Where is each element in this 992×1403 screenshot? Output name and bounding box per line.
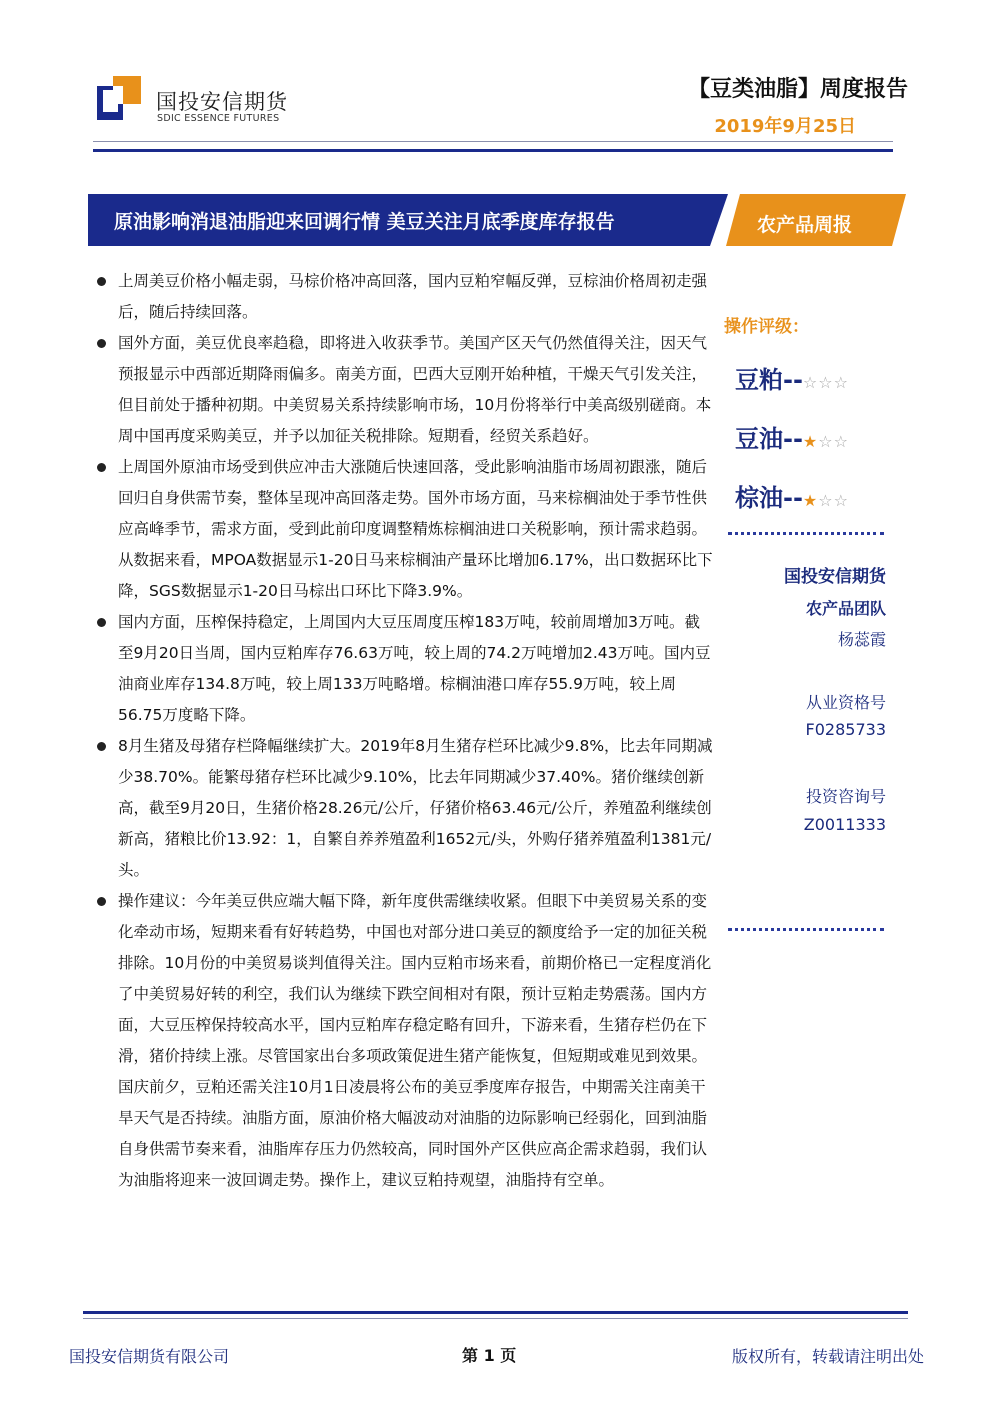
sidebar-license-number: F0285733 — [805, 720, 886, 739]
bullet-dot-icon — [97, 897, 106, 906]
logo-name-cn: 国投安信期货 — [156, 90, 288, 114]
list-item: 上周美豆价格小幅走弱，马棕价格冲高回落，国内豆粕窄幅反弹，豆棕油价格周初走强后，随后持续回落。 — [94, 266, 714, 328]
sidebar-analyst: 杨蕊霞 — [837, 630, 886, 649]
footer-divider-thick — [83, 1311, 908, 1314]
report-type-text: 农产品周报 — [757, 214, 853, 236]
list-item: 上周国外原油市场受到供应冲击大涨随后快速回落，受此影响油脂市场周初跟涨，随后回归自身供需节奏，整体呈现冲高回落走势。国外市场方面，马来棕榈油处于季节性供应高峰季节，需求方面，受到此前印度调整精炼棕榈油进口关税影响，预计需求趋弱。从数据来看，MPOA数据显示1-20日马来棕榈油产量环比增加6.17%，出口数据环比下降，SGS数据显示1-20日马棕出口环比下降3.9%。 — [94, 452, 714, 607]
rating-stars-icon: ★☆☆ — [802, 432, 849, 451]
rating-name: 豆油-- — [735, 425, 803, 453]
list-item: 国内方面，压榨保持稳定，上周国内大豆压周度压榨183万吨，较前周增加3万吨。截至9月20日当周，国内豆粕库存76.63万吨，较上周的74.2万吨增加2.43万吨。国内豆油商业库存134.8万吨，较上周133万吨略增。棕榈油港口库存55.9万吨，较上周56.75万度略下降。 — [94, 607, 714, 731]
header-divider-thin — [93, 141, 893, 142]
list-item: 国外方面，美豆优良率趋稳，即将进入收获季节。美国产区天气仍然值得关注，因天气预报显示中西部近期降雨偏多。南美方面，巴西大豆刚开始种植，干燥天气引发关注，但目前处于播种初期。中美贸易关系持续影响市场，10月份将举行中美高级别磋商。本周中国再度采购美豆，并予以加征关税排除。短期看，经贸关系趋好。 — [94, 328, 714, 452]
footer-divider-thin — [83, 1318, 908, 1319]
rating-soymeal — [735, 360, 849, 395]
list-item: 操作建议：今年美豆供应端大幅下降，新年度供需继续收紧。但眼下中美贸易关系的变化牵动市场，短期来看有好转趋势，中国也对部分进口美豆的额度给予一定的加征关税排除。10月份的中美贸易谈判值得关注。国内豆粕市场来看，前期价格已一定程度消化了中美贸易好转的利空，我们认为继续下跌空间相对有限，预计豆粕走势震荡。国内方面，大豆压榨保持较高水平，国内豆粕库存稳定略有回升，下游来看，生猪存栏仍在下滑，猪价持续上涨。尽管国家出台多项政策促进生猪产能恢复，但短期或难见到效果。国庆前夕，豆粕还需关注10月1日凌晨将公布的美豆季度库存报告，中期需关注南美干旱天气是否持续。油脂方面，原油价格大幅波动对油脂的边际影响已经弱化，回到油脂自身供需节奏来看，油脂库存压力仍然较高，同时国外产区供应高企需求趋弱，我们认为油脂将迎来一波回调走势。操作上，建议豆粕持观望，油脂持有空单。 — [94, 886, 714, 1196]
bullet-dot-icon — [97, 463, 106, 472]
report-title: 【豆类油脂】周度报告 — [687, 77, 908, 102]
rating-palmoil — [735, 478, 849, 513]
sidebar-divider — [728, 928, 884, 931]
report-date: 2019年9月25日 — [714, 116, 856, 137]
footer-copyright: 版权所有，转载请注明出处 — [731, 1347, 924, 1366]
bullet-dot-icon — [97, 618, 106, 627]
headline-text: 原油影响消退油脂迎来回调行情 美豆关注月底季度库存报告 — [114, 211, 615, 233]
list-item: 8月生猪及母猪存栏降幅继续扩大。2019年8月生猪存栏环比减少9.8%，比去年同期减少38.70%。能繁母猪存栏环比减少9.10%，比去年同期减少37.40%。猪价继续创新高，截至9月20日，生猪价格28.26元/公斤，仔猪价格63.46元/公斤，养殖盈利继续创新高，猪粮比价13.92：1，自繁自养养殖盈利1652元/头，外购仔猪养殖盈利1381元/头。 — [94, 731, 714, 886]
footer-company: 国投安信期货有限公司 — [69, 1347, 230, 1366]
sidebar-consult-label: 投资咨询号 — [805, 787, 886, 806]
company-logo-icon — [97, 76, 141, 120]
rating-label: 操作评级： — [724, 317, 809, 337]
rating-stars-icon: ★☆☆ — [802, 491, 849, 510]
rating-soyoil — [735, 419, 849, 454]
sidebar-license-label: 从业资格号 — [805, 693, 886, 712]
logo-name-en: SDIC ESSENCE FUTURES — [157, 113, 280, 124]
sidebar-consult-number: Z0011333 — [803, 815, 886, 834]
page-number: 第 1 页 — [462, 1346, 517, 1365]
bullet-dot-icon — [97, 742, 106, 751]
rating-name: 豆粕-- — [735, 366, 803, 394]
bullet-dot-icon — [97, 277, 106, 286]
sidebar-divider — [728, 532, 884, 535]
bullet-dot-icon — [97, 339, 106, 348]
rating-stars-icon: ☆☆☆ — [802, 373, 849, 392]
sidebar-team: 农产品团队 — [805, 599, 886, 618]
rating-name: 棕油-- — [735, 484, 803, 512]
summary-bullet-list — [94, 266, 714, 1196]
sidebar-company: 国投安信期货 — [784, 567, 886, 587]
header-divider-thick — [93, 149, 893, 152]
